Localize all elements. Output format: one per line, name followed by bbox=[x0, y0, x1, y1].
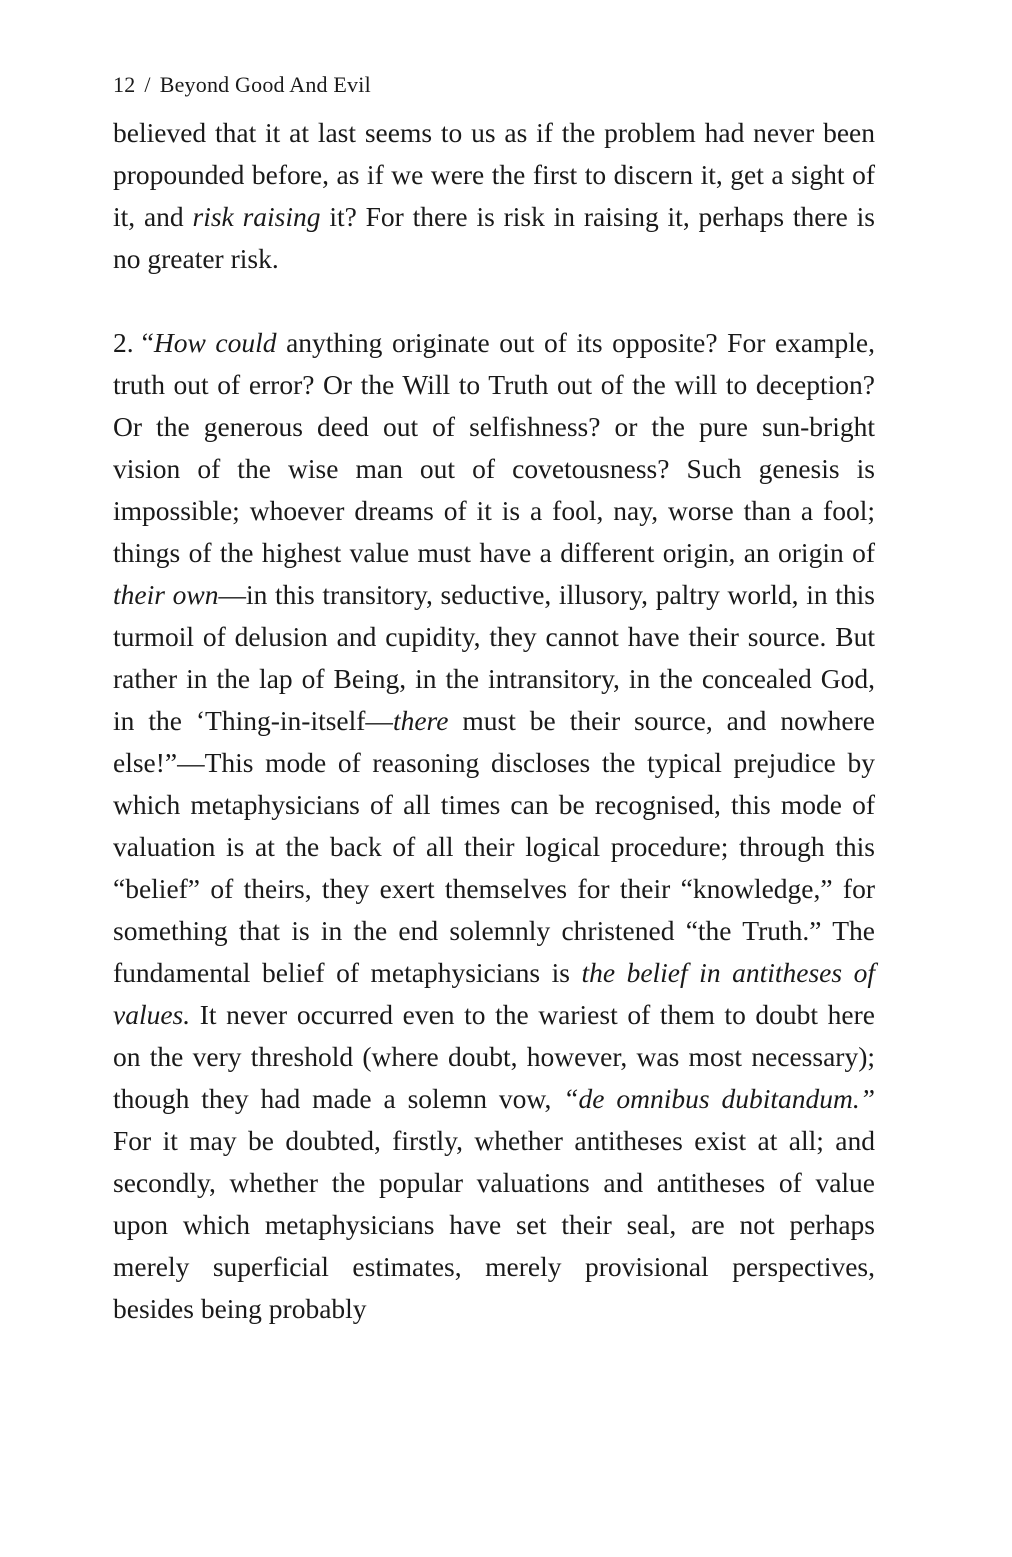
p2-emphasis-3: there bbox=[392, 705, 449, 736]
running-header bbox=[113, 70, 875, 100]
p1-text-1: believed that it at last seems to us as if the problem had never been propounded before, as if we were the first to discern it, get a sight of it, and bbox=[113, 117, 875, 232]
page-number: 12 bbox=[113, 72, 136, 97]
p2-open-quote: “ bbox=[141, 327, 154, 358]
header-separator: / bbox=[144, 72, 151, 97]
p2-text-5: For it may be doubted, firstly, whether antitheses exist at all; and secondly, whether the popular valuations and antitheses of value upon which metaphysicians have set their seal, are not perhaps merely superficial estimates, merely provisional perspectives, besides being probably bbox=[113, 1125, 875, 1324]
p1-emphasis-1: risk raising bbox=[192, 201, 321, 232]
p2-emphasis-5: “de omnibus dubitandum.” bbox=[563, 1083, 875, 1114]
p2-text-4: It never occurred even to the wariest of them to doubt here on the very threshold (where doubt, however, was most necessary); though they had made a solemn vow, bbox=[113, 999, 875, 1114]
book-page bbox=[113, 70, 875, 1330]
p2-text-3: must be their source, and nowhere else!”—This mode of reasoning discloses the typical prejudice by which metaphysicians of all times can be recognised, this mode of valuation is at the back of all their logical procedure; through this “belief” of theirs, they exert themselves for their “knowledge,” for something that is in the end solemnly christened “the Truth.” The fundamental belief of metaphysicians is bbox=[113, 705, 875, 988]
paragraph-continued bbox=[113, 112, 875, 280]
p2-text-2: —in this transitory, seductive, illusory, paltry world, in this turmoil of delusion and cupidity, they cannot have their source. But rather in the lap of Being, in the intransitory, in the concealed God, in the ‘Thing-in-itself— bbox=[113, 579, 875, 736]
p1-text-2: it? For there is risk in raising it, perhaps there is no greater risk. bbox=[113, 201, 875, 274]
p2-emphasis-4: the belief in antitheses of values. bbox=[113, 957, 875, 1030]
p2-emphasis-1: How could bbox=[153, 327, 277, 358]
section-number: 2. bbox=[113, 327, 134, 358]
paragraph-section-2 bbox=[113, 322, 875, 1330]
book-title: Beyond Good And Evil bbox=[159, 72, 371, 97]
p2-text-1: anything originate out of its opposite? For example, truth out of error? Or the Will to Truth out of the will to deception? Or the generous deed out of selfishness? or the pure sun-bright vision of the wise man out of covetousness? Such genesis is impossible; whoever dreams of it is a fool, nay, worse than a fool; things of the highest value must have a different origin, an origin of bbox=[113, 327, 875, 568]
p2-emphasis-2: their own bbox=[113, 579, 219, 610]
